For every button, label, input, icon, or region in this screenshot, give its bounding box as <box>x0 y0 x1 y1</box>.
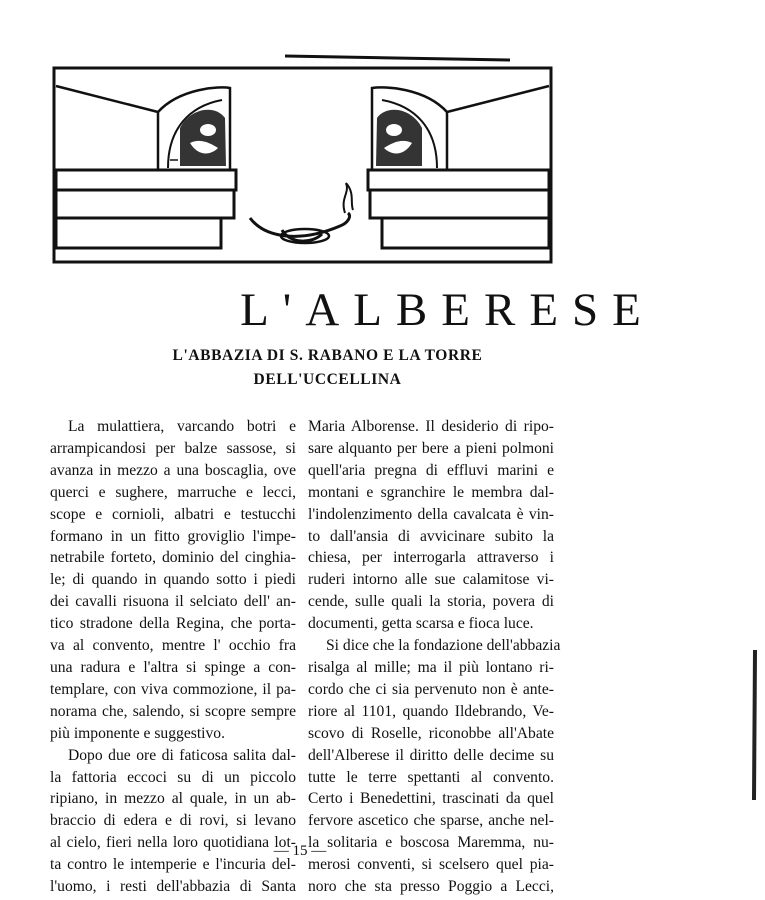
text-line: chiesa, per interrogarla attraverso i <box>308 549 554 567</box>
article-title: L'ALBERESE <box>240 284 655 336</box>
text-line: La mulattiera, varcando botri e <box>68 418 296 435</box>
text-line: va al convento, mentre l' occhio fra <box>50 637 296 655</box>
text-line: al cielo, fieri nella loro quotidiana lot- <box>50 834 296 852</box>
text-line: dei cavalli risuona il selciato dell' an- <box>50 593 296 611</box>
text-line: cende, sulle quali la storia, povera di <box>308 593 554 611</box>
text-line: le; di quando in quando sotto i piedi <box>50 571 296 589</box>
text-line: arrampicandosi per balze sassose, si <box>50 439 296 457</box>
text-line: ruderi intorno alle sue calamitose vi- <box>308 571 554 589</box>
text-line: scovo di Roselle, riconobbe all'Abate <box>308 724 554 742</box>
text-line: l'indolenzimento della cavalcata è vin- <box>308 505 554 523</box>
text-line: la fattoria eccoci su di un piccolo <box>50 768 296 786</box>
text-line: Certo i Benedettini, trascinati da quel <box>308 790 554 808</box>
text-line: quell'aria pregna di effluvi marini e <box>308 461 554 479</box>
left-column <box>50 416 296 898</box>
text-line: più imponente e suggestivo. <box>50 724 225 742</box>
text-line: sare alquanto per bere a pieni polmoni <box>308 439 554 457</box>
text-line: la solitaria e boscosa Maremma, nu- <box>308 834 554 852</box>
text-line: tico stradone della Regina, che porta- <box>50 615 296 633</box>
text-line: braccio di edera e di rovi, si levano <box>50 812 296 830</box>
text-line: netrabile forteto, dominio del cinghia- <box>50 549 296 567</box>
text-line: templare, con viva commozione, il pa- <box>50 680 296 698</box>
text-line: avanza in mezzo a una boscaglia, ove <box>50 461 296 479</box>
text-line: ripiano, in mezzo al quale, in un ab- <box>50 790 296 808</box>
header-illustration <box>50 48 555 266</box>
text-line: l'uomo, i resti dell'abbazia di Santa <box>50 878 296 896</box>
text-line: to dall'ansia di avvicinare subito la <box>308 527 554 545</box>
text-line: tutte le terre spettanti al convento. <box>308 768 554 786</box>
text-line: Dopo due ore di faticosa salita dal- <box>68 746 296 764</box>
text-line: ta contro le intemperie e l'incuria del- <box>50 856 296 874</box>
article-subtitle <box>90 344 565 392</box>
subtitle-line: DELL'UCCELLINA <box>253 371 402 388</box>
text-line: una radura e l'altra si spinge a con- <box>50 658 296 676</box>
text-line: querci e sughere, marruche e lecci, <box>50 483 296 501</box>
text-line: merosi conventi, si scelsero quel pia- <box>308 856 554 874</box>
text-line: montani e sgranchire le membra dal- <box>308 483 554 501</box>
text-line: scope e cornioli, albatri e testucchi <box>50 505 296 523</box>
text-line: Maria Alborense. Il desiderio di ripo- <box>308 418 554 435</box>
text-line: riore al 1101, quando Ildebrando, Ve- <box>308 702 554 720</box>
text-line: norama che, salendo, si scopre sempre <box>50 702 296 720</box>
page-edge-shadow <box>749 650 759 800</box>
text-line: cordo che ci sia pervenuto non è ante- <box>308 680 554 698</box>
subtitle-line: L'ABBAZIA DI S. RABANO E LA TORRE <box>172 347 483 364</box>
text-line: risalga al mille; ma il più lontano ri- <box>308 658 554 676</box>
right-column <box>308 416 561 898</box>
text-line: noro che sta presso Poggio a Lecci, <box>308 878 554 896</box>
page-number: — 15 — <box>273 843 327 859</box>
text-line: Si dice che la fondazione dell'abbazia <box>326 637 561 655</box>
text-line: formano in un fitto groviglio l'impe- <box>50 527 296 545</box>
text-line: documenti, getta scarsa e fioca luce. <box>308 615 534 633</box>
text-line: dell'Alberese il diritto delle decime su <box>308 746 554 764</box>
text-line: fervore ascetico che sparse, anche nel- <box>308 812 554 830</box>
